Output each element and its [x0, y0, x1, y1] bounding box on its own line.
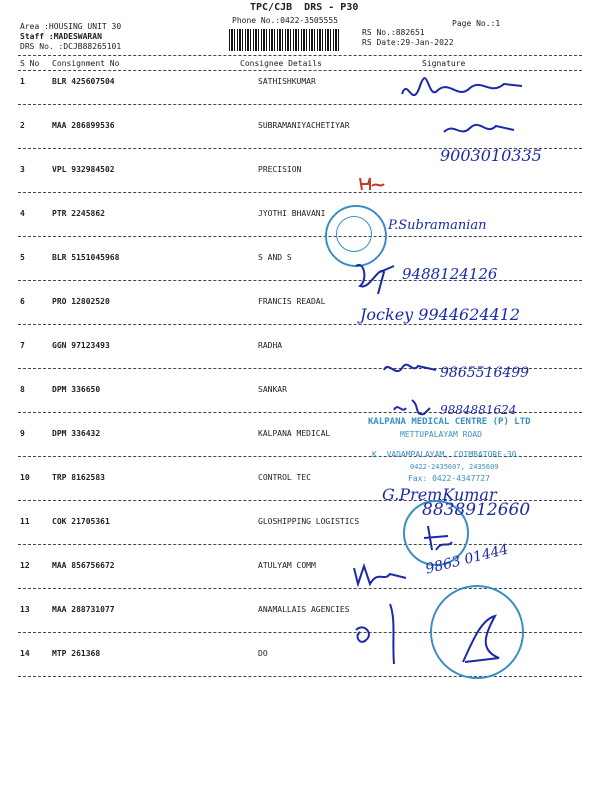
handwritten-signature: Jockey 9944624412	[360, 305, 521, 324]
signature-scribble	[350, 600, 410, 670]
row-consignee: FRANCIS READAL	[258, 297, 326, 306]
col-sno: S No	[20, 59, 40, 68]
row-consignee: SANKAR	[258, 385, 287, 394]
row-consignee: DO	[258, 649, 268, 658]
area-label: Area :HOUSING UNIT 30	[20, 22, 122, 31]
signature-scribble	[356, 174, 386, 194]
row-consignee: CONTROL TEC	[258, 473, 311, 482]
handwritten-phone: 9884881624	[440, 403, 517, 417]
document-title: TPC/CJB DRS - P30	[250, 2, 359, 13]
page-number: Page No.:1	[452, 19, 501, 28]
row-sno: 4	[20, 209, 25, 218]
stamp-line: Fax: 0422-4347727	[408, 474, 490, 483]
row-consignment-no: TRP 8162583	[52, 473, 105, 482]
handwritten-name: G.PremKumar	[382, 485, 497, 504]
barcode	[229, 29, 339, 51]
col-consignee: Consignee Details	[240, 59, 322, 68]
row-sno: 6	[20, 297, 25, 306]
handwritten-phone: 9863 01444	[424, 541, 510, 578]
row-consignment-no: MAA 856756672	[52, 561, 115, 570]
row-consignee: ANAMALLAIS AGENCIES	[258, 605, 350, 614]
row-consignment-no: COK 21705361	[52, 517, 110, 526]
handwritten-name: P.Subramanian	[388, 218, 487, 233]
row-sno: 1	[20, 77, 25, 86]
row-sno: 8	[20, 385, 25, 394]
stamp-line: 0422-2435607, 2435609	[410, 463, 499, 471]
row-consignment-no: GGN 97123493	[52, 341, 110, 350]
handwritten-phone: 9865516499	[440, 365, 530, 381]
divider	[18, 70, 582, 71]
signature-scribble	[455, 610, 505, 670]
row-sno: 10	[20, 473, 30, 482]
rs-number: RS No.:882651	[362, 28, 425, 37]
row-sno: 3	[20, 165, 25, 174]
row-consignment-no: MAA 286899536	[52, 121, 115, 130]
row-divider	[18, 676, 582, 677]
signature-scribble	[418, 520, 458, 556]
signature-scribble	[390, 396, 434, 420]
row-consignee: RADHA	[258, 341, 283, 350]
stamp-line: METTUPALAYAM ROAD	[400, 430, 482, 439]
row-sno: 9	[20, 429, 25, 438]
row-sno: 14	[20, 649, 30, 658]
row-sno: 2	[20, 121, 25, 130]
row-divider	[18, 236, 582, 237]
row-consignee: SATHISHKUMAR	[258, 77, 316, 86]
row-consignment-no: BLR 425607504	[52, 77, 115, 86]
row-sno: 11	[20, 517, 30, 526]
stamp-line: KALPANA MEDICAL CENTRE (P) LTD	[368, 417, 531, 427]
row-consignee: SUBRAMANIYACHETIYAR	[258, 121, 350, 130]
row-consignment-no: MAA 288731077	[52, 605, 115, 614]
signature-scribble	[350, 560, 410, 590]
row-consignment-no: VPL 932984502	[52, 165, 115, 174]
row-consignment-no: DPM 336432	[52, 429, 101, 438]
row-sno: 7	[20, 341, 25, 350]
stamp-line: K. VADAMPALAYAM, COIMBATORE-30.	[372, 450, 522, 459]
row-consignee: ATULYAM COMM	[258, 561, 316, 570]
signature-scribble	[440, 120, 520, 140]
drs-number: DRS No. :DCJB88265101	[20, 42, 122, 51]
row-consignee: PRECISION	[258, 165, 302, 174]
row-consignment-no: MTP 261368	[52, 649, 101, 658]
rs-date: RS Date:29-Jan-2022	[362, 38, 454, 47]
row-consignment-no: PRO 12802520	[52, 297, 110, 306]
row-divider	[18, 324, 582, 325]
divider	[18, 55, 582, 56]
row-consignee: KALPANA MEDICAL	[258, 429, 331, 438]
row-consignee: JYOTHI BHAVANI	[258, 209, 326, 218]
phone-number: Phone No.:0422-3505555	[232, 16, 338, 25]
row-consignment-no: PTR 2245862	[52, 209, 105, 218]
signature-scribble	[350, 258, 400, 298]
row-divider	[18, 192, 582, 193]
row-sno: 5	[20, 253, 25, 262]
row-sno: 12	[20, 561, 30, 570]
col-signature: Signature	[422, 59, 466, 68]
row-consignment-no: DPM 336650	[52, 385, 101, 394]
handwritten-phone: 8838912660	[422, 500, 531, 520]
signature-scribble	[398, 72, 528, 112]
row-sno: 13	[20, 605, 30, 614]
staff-label: Staff :MADESWARAN	[20, 32, 102, 41]
circular-stamp-inner	[336, 216, 372, 252]
handwritten-phone: 9003010335	[440, 146, 542, 165]
row-consignee: S AND S	[258, 253, 292, 262]
col-consignment: Consignment No	[52, 59, 120, 68]
row-consignment-no: BLR 5151045968	[52, 253, 120, 262]
signature-scribble	[380, 358, 440, 380]
handwritten-phone: 9488124126	[402, 265, 498, 283]
row-consignee: GLOSHIPPING LOGISTICS	[258, 517, 360, 526]
